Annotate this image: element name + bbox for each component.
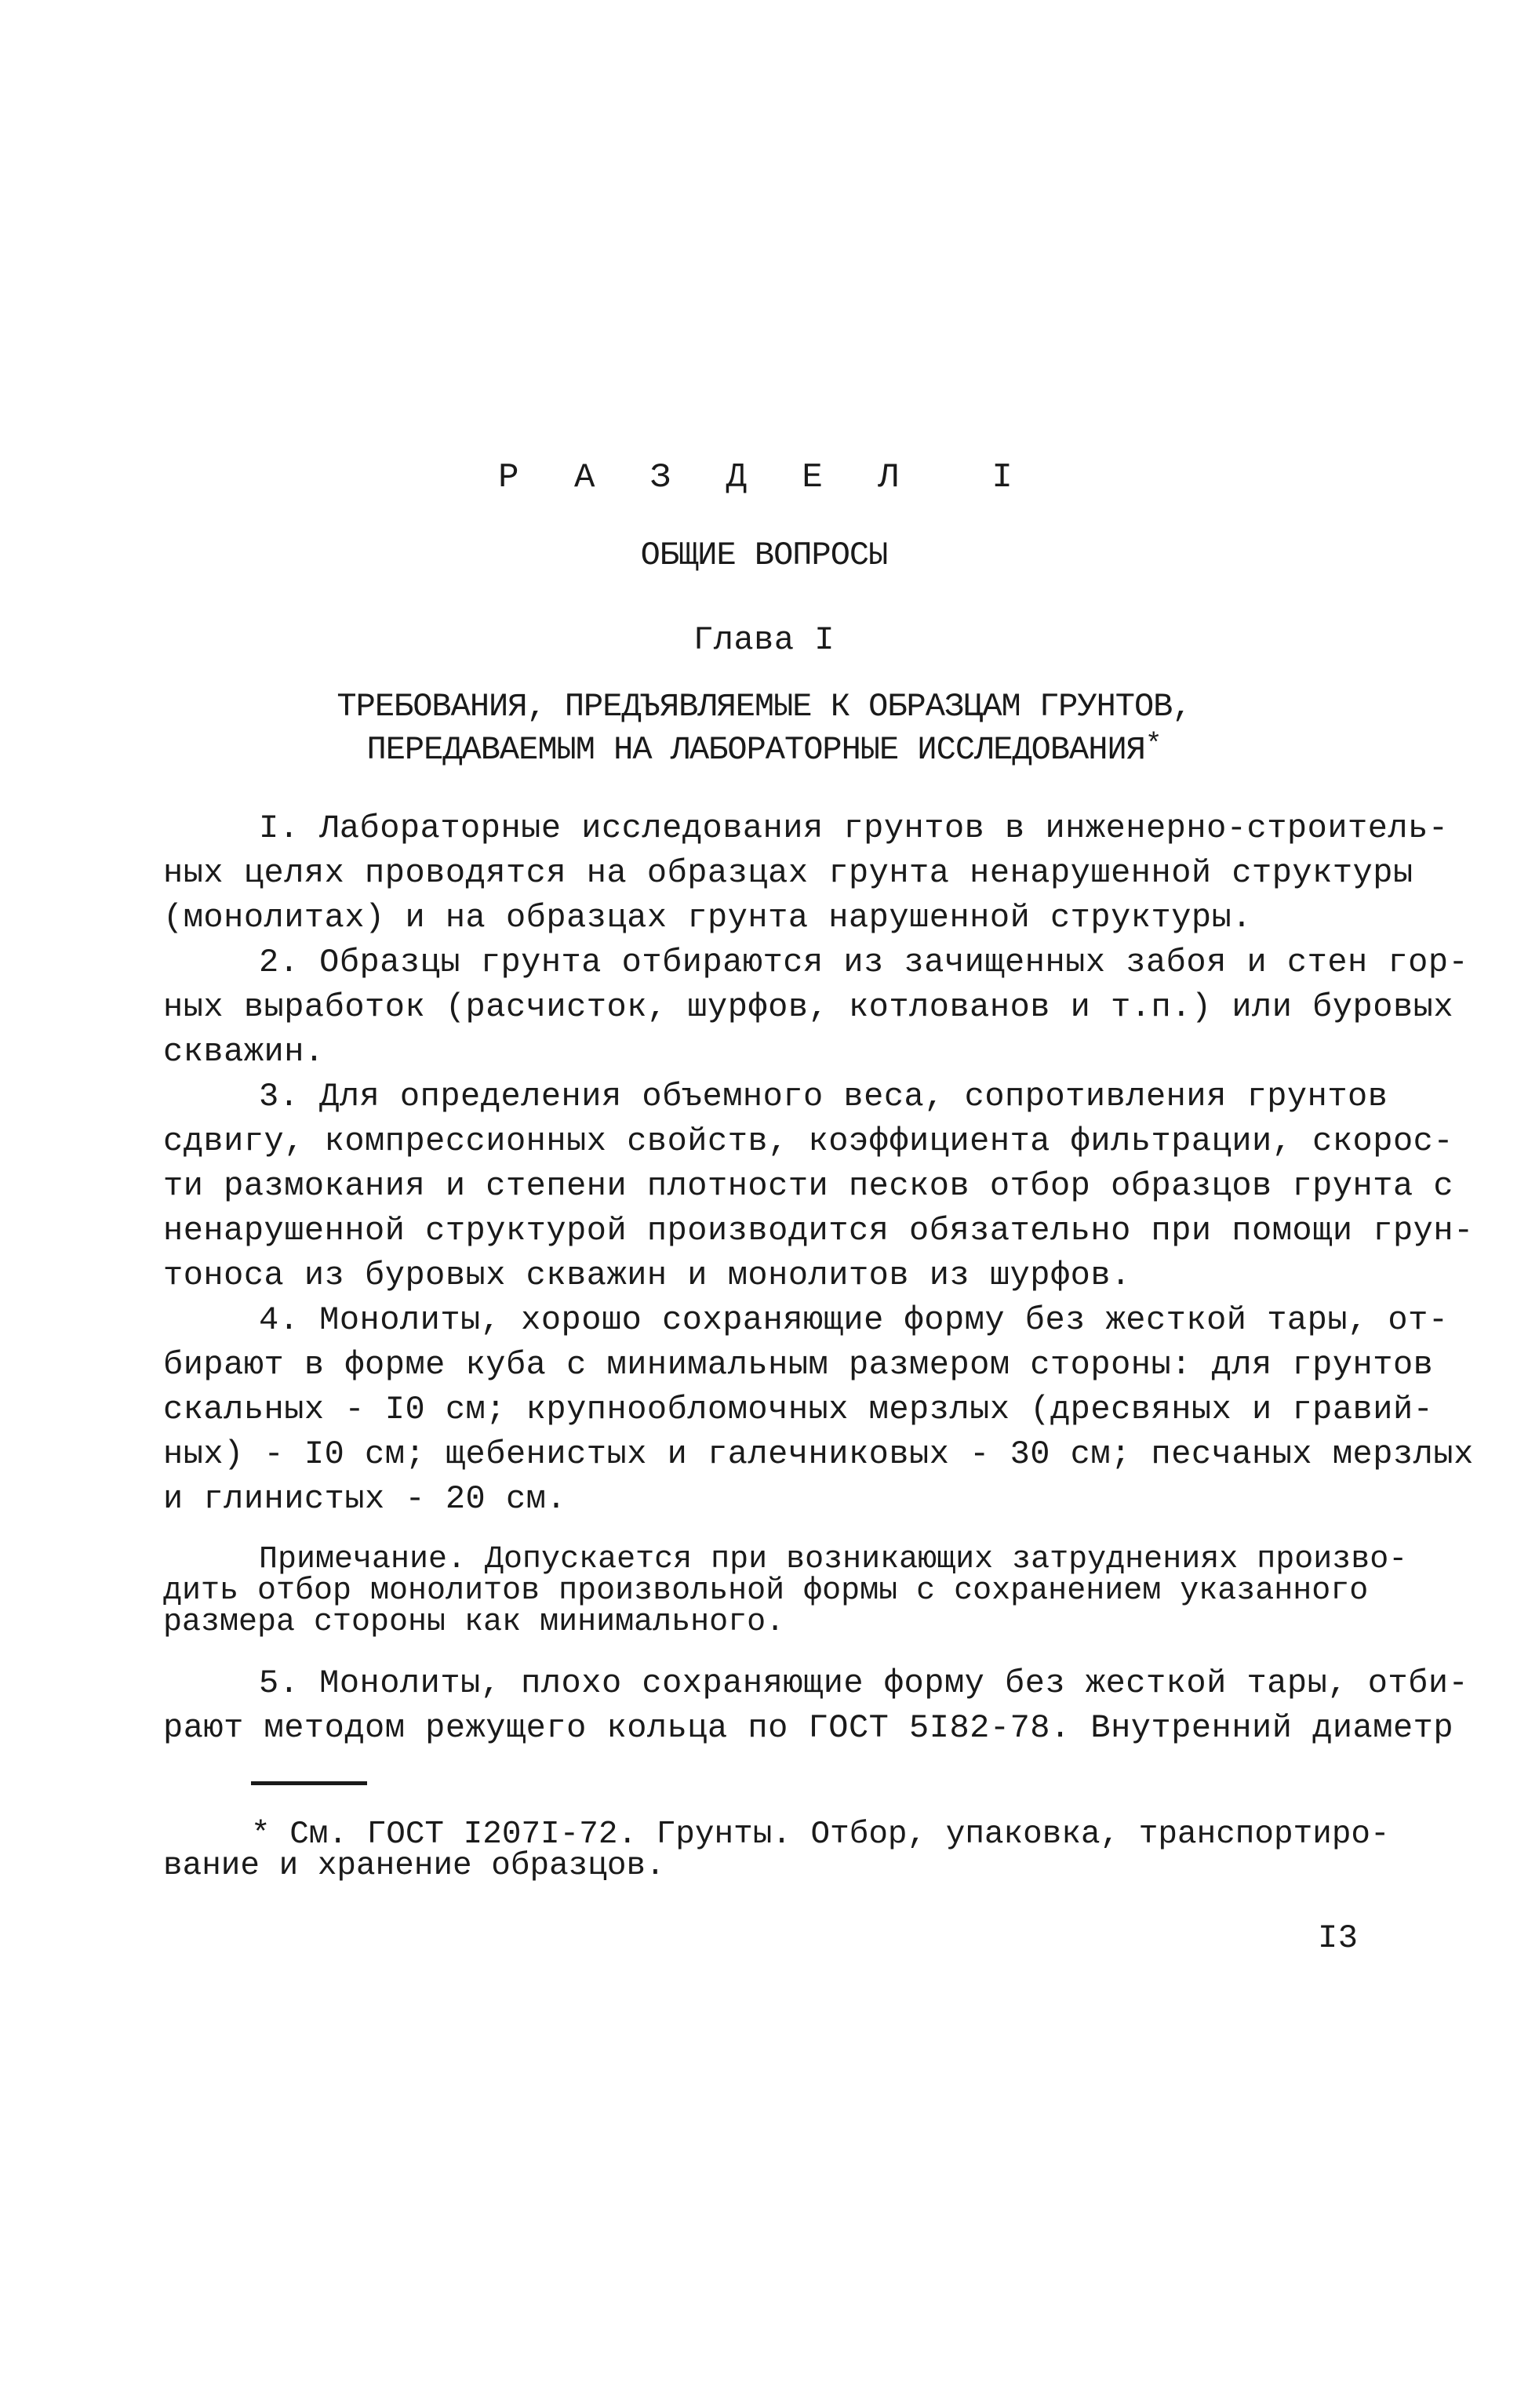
paragraph-3-line-5: тоноса из буровых скважин и монолитов из шурфов.	[163, 1257, 1131, 1294]
paragraph-2-line-3: скважин.	[163, 1033, 325, 1071]
footnote-line-2: вание и хранение образцов.	[163, 1848, 665, 1884]
note-line-3: размера стороны как минимального.	[163, 1605, 785, 1640]
paragraph-3-line-2: сдвигу, компрессионных свойств, коэффициента фильтрации, скорос-	[163, 1122, 1454, 1160]
paragraph-4-line-5: и глинистых - 20 см.	[163, 1480, 567, 1518]
chapter-label: Глава I	[693, 621, 835, 659]
paragraph-5-line-1: 5. Монолиты, плохо сохраняющие форму без жесткой тары, отби-	[259, 1664, 1469, 1702]
paragraph-4-line-4: ных) - I0 см; щебенистых и галечниковых - 30 см; песчаных мерзлых	[163, 1435, 1474, 1473]
chapter-title-line1: ТРЕБОВАНИЯ, ПРЕДЪЯВЛЯЕМЫЕ К ОБРАЗЦАМ ГРУНТОВ,	[337, 688, 1191, 726]
footnote-reference-mark: *	[1144, 729, 1162, 761]
paragraph-3-line-3: ти размокания и степени плотности песков отбор образцов грунта с	[163, 1167, 1454, 1205]
page-number: I3	[1318, 1919, 1359, 1957]
section-label: Р А З Д Е Л I	[498, 458, 1030, 497]
paragraph-4-line-3: скальных - I0 см; крупнообломочных мерзлых (дресвяных и гравий-	[163, 1391, 1434, 1428]
paragraph-2-line-1: 2. Образцы грунта отбираются из зачищенных забоя и стен гор-	[259, 944, 1469, 981]
paragraph-1-line-1: I. Лабораторные исследования грунтов в инженерно-строитель-	[259, 809, 1449, 847]
paragraph-4-line-2: бирают в форме куба с минимальным размером стороны: для грунтов	[163, 1346, 1434, 1384]
chapter-title-text: ПЕРЕДАВАЕМЫМ НА ЛАБОРАТОРНЫЕ ИССЛЕДОВАНИЯ	[366, 731, 1145, 769]
note-line-2: дить отбор монолитов произвольной формы с сохранением указанного	[163, 1573, 1369, 1609]
paragraph-3-line-4: ненарушенной структурой производится обязательно при помощи грун-	[163, 1212, 1474, 1249]
paragraph-1-line-2: ных целях проводятся на образцах грунта ненарушенной структуры	[163, 854, 1413, 892]
note-line-1: Примечание. Допускается при возникающих затруднениях произво-	[259, 1542, 1408, 1577]
paragraph-2-line-2: ных выработок (расчисток, шурфов, котлованов и т.п.) или буровых	[163, 988, 1454, 1026]
paragraph-1-line-3: (монолитах) и на образцах грунта нарушенной структуры.	[163, 899, 1253, 937]
section-title: ОБЩИЕ ВОПРОСЫ	[640, 537, 888, 574]
footnote-divider	[251, 1781, 367, 1785]
paragraph-3-line-1: 3. Для определения объемного веса, сопротивления грунтов	[259, 1078, 1388, 1115]
chapter-title-line2	[0, 729, 1528, 772]
footnote-line-1: * См. ГОСТ I207I-72. Грунты. Отбор, упаковка, транспортиро-	[251, 1817, 1390, 1853]
paragraph-4-line-1: 4. Монолиты, хорошо сохраняющие форму без жесткой тары, от-	[259, 1301, 1449, 1339]
paragraph-5-line-2: рают методом режущего кольца по ГОСТ 5I82-78. Внутренний диаметр	[163, 1709, 1454, 1747]
